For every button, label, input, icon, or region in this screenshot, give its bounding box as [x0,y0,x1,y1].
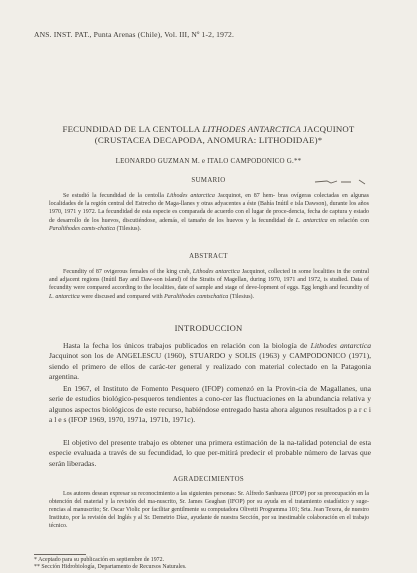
sumario-heading: SUMARIO [191,177,226,184]
agradecimientos-heading: AGRADECIMIENTOS [172,476,245,483]
title-line-2: (CRUSTACEA DECAPODA, ANOMURA: LITHODIDAE)* [94,135,323,145]
intro-paragraph-2: En 1967, el Instituto de Fomento Pesquero (IFOP) comenzó en la Provin-cia de Magallanes, una serie de estudios biológico-pesqueros tendientes a cono-cer las fluctuaciones en la abundancia relativa y algunos aspectos biológicos de este recurso, habiéndose entregado hasta ahora algunos resultados p a r c i a l e s (IFOP 1969, 1970, 1971a, 1971b, 1971c). [49,384,371,424]
abstract-text: Fecundity of 87 ovigerous females of the king crab, Lithodes antarctica Jacquinot, collected in some localities in the central and adjacent regions (Inútil Bay and Daw-son island) of the Straits of Magellan, during 1970, 1971 and 1972, is studied. Data of fecundity were compared according to the localities, date of sample and stage of deve-lopment of eggs. Egg length and fecundity of L. antarctica were discused and compared with Paralithodes camtschatica (Tilesius). [49,269,369,300]
ink-mark [307,177,367,187]
title-text-b: JACQUINOT [300,124,355,134]
abstract-heading: ABSTRACT [189,253,228,260]
author-line: LEONARDO GUZMAN M. e ITALO CAMPODONICO G.** [115,157,302,165]
footnote-2: ** Sección Hidrobiología, Departamento de Recursos Naturales. [34,564,187,570]
intro-paragraph-1: Hasta la fecha los únicos trabajos publicados en relación con la biología de Lithodes antarctica Jacquinot son los de ANGELESCU (1960), STUARDO y SOLIS (1963) y CAMPODONICO (1971), siendo el primero de ellos de carác-ter general y realizado con material colectado en la Patagonia argentina. [49,341,371,381]
intro-paragraph-3: El objetivo del presente trabajo es obtener una primera estimación de la na-talidad potencial de esta especie evaluada a través de su fecundidad, lo que per-mitirá predecir el probable número de larvas que serán liberadas. [49,438,371,468]
title-species: LITHODES ANTARCTICA [202,124,301,134]
footnote-1: * Aceptado para su publicación en septiembre de 1972. [34,557,165,563]
footnote-rule [34,554,86,555]
title-text-a: FECUNDIDAD DE LA CENTOLLA [62,124,203,134]
sumario-text: Se estudió la fecundidad de la centolla Lithodes antarctica Jacquinot, en 87 hem- bras ovígeras colectadas en algunas localidades de la región central del Estrecho de Maga-llanes y otras adyacentes a éste (Bahía Inútil e isla Dawson), durante los años 1970, 1971 y 1972. La fecundidad de esta especie es comparada de acuerdo con el lugar de proce-dencia, fecha de captura y estado de desarrollo de los huevos, discutiéndose, además, el tamaño de los huevos y la fecundidad de L. antarctica en relación con Paralithodes camts-chatica (Tilesius). [49,193,369,232]
running-head: ANS. INST. PAT., Punta Arenas (Chile), Vol. III, Nº 1-2, 1972. [34,30,235,39]
article-title [20,124,397,146]
agradecimientos-text: Los autores desean expresar su reconocimiento a las siguientes personas: Sr. Alfredo Sanhueza (IFOP) por su preocupación en la obtención del material y la revisión del ma-nuscrito, Sr. James Geaghan (IFOP) por su ayuda en el tratamiento estadístico y suge-rencias al manuscrito; Sr. Oscar Violic por facilitar gentilmente su computadora Olivetti Programma 101; Srta. Jean Texera, de nuestro Instituto, por la revisión del Inglés y al Sr. Demetrio Díaz, ayudante de nuestra Sección, por su inestimable colaboración en el trabajo técnico. [49,491,369,529]
title-line-1 [20,124,397,135]
introduccion-heading: INTRODUCCION [174,323,243,333]
